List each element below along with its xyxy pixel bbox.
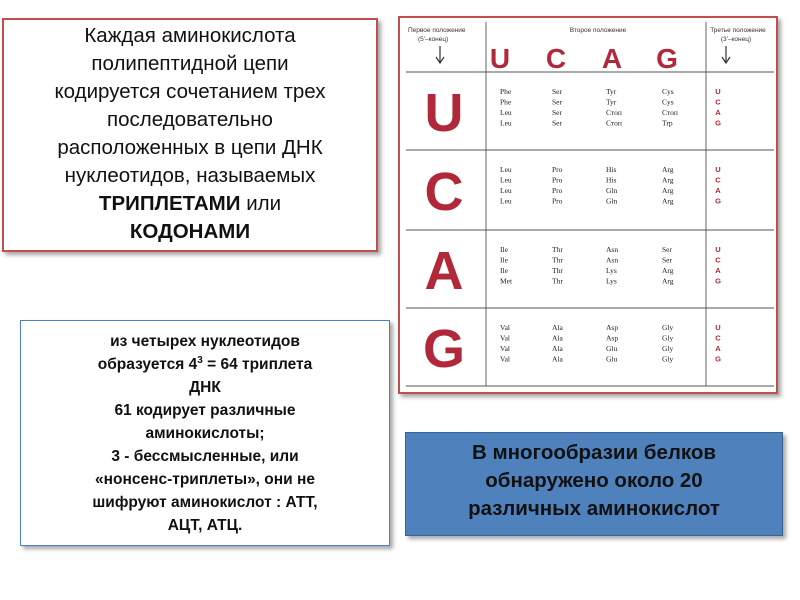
third-position-base: U xyxy=(715,165,721,174)
third-position-base: A xyxy=(715,344,721,353)
third-position-base: U xyxy=(715,323,721,332)
amino-acid-label: Lys xyxy=(606,276,617,286)
amino-acid-label: Ser xyxy=(662,255,672,265)
amino-acid-label: Pro xyxy=(552,165,563,174)
amino-acid-label: Arg xyxy=(662,175,674,185)
amino-acid-label: Стоп xyxy=(662,108,678,117)
amino-acid-label: Ser xyxy=(552,118,562,128)
info-line: 3 - бессмысленные, или xyxy=(111,448,299,465)
definition-line: последовательно xyxy=(107,108,273,131)
third-position-base: G xyxy=(715,118,721,128)
amino-acid-label: Ser xyxy=(552,97,562,107)
amino-acid-label: Glu xyxy=(606,344,618,353)
amino-acid-label: Val xyxy=(500,323,510,332)
down-arrow-icon xyxy=(722,46,730,63)
third-position-base: C xyxy=(715,333,721,343)
amino-acid-label: Leu xyxy=(500,196,512,206)
third-position-base: C xyxy=(715,255,721,265)
definition-line: расположенных в цепи ДНК xyxy=(57,136,323,159)
amino-acid-label: Asp xyxy=(606,333,619,343)
amino-acid-label: Asn xyxy=(606,245,619,254)
first-position-label: Первое положение xyxy=(408,27,466,34)
amino-acid-label: Gln xyxy=(606,186,618,195)
amino-acid-label: Pro xyxy=(552,186,563,195)
amino-acid-label: Arg xyxy=(662,196,674,206)
amino-acid-label: His xyxy=(606,175,617,185)
info-line: АЦТ, АТЦ. xyxy=(167,517,243,534)
third-position-base: G xyxy=(715,354,721,364)
term-triplets: ТРИПЛЕТАМИ xyxy=(98,192,241,215)
first-position-sublabel: (5'–конец) xyxy=(418,36,449,43)
amino-acid-label: Ser xyxy=(662,245,672,254)
second-position-base: U xyxy=(489,43,511,74)
triplet-info-text xyxy=(24,330,386,537)
amino-acid-label: Ile xyxy=(500,245,508,254)
second-position-label: Второе положение xyxy=(569,27,627,34)
amino-acid-label: Ile xyxy=(500,266,508,275)
amino-acid-label: Thr xyxy=(552,276,563,286)
amino-acid-label: Arg xyxy=(662,276,674,286)
term-codons: КОДОНАМИ xyxy=(129,220,251,243)
definition-or: или xyxy=(240,192,282,215)
amino-acid-label: Ser xyxy=(552,87,562,96)
third-position-base: G xyxy=(715,196,721,206)
amino-acid-label: Стоп xyxy=(606,108,622,117)
codon-table xyxy=(400,18,776,392)
amino-acid-label: Val xyxy=(500,344,510,353)
count-line: В многообразии белков xyxy=(471,441,716,464)
amino-acid-count-text xyxy=(405,439,783,523)
amino-acid-label: Thr xyxy=(552,266,563,275)
third-position-label: Третье положение xyxy=(710,27,766,34)
amino-acid-label: Leu xyxy=(500,118,512,128)
amino-acid-label: Arg xyxy=(662,186,674,195)
first-position-base: G xyxy=(422,319,466,379)
first-position-base: C xyxy=(424,162,464,222)
info-line: шифруют аминокислот : АТТ, xyxy=(92,494,318,511)
amino-acid-label: His xyxy=(606,165,617,174)
second-position-base: G xyxy=(656,43,678,74)
amino-acid-label: Val xyxy=(500,333,510,343)
amino-acid-label: Lys xyxy=(606,266,617,275)
second-position-base: A xyxy=(601,43,623,74)
amino-acid-label: Phe xyxy=(500,97,512,107)
amino-acid-label: Arg xyxy=(662,165,674,174)
amino-acid-label: Glu xyxy=(606,354,618,364)
amino-acid-label: Ala xyxy=(552,323,563,332)
definition-line: полипептидной цепи xyxy=(91,52,289,75)
info-formula-post: = 64 триплета xyxy=(202,356,313,373)
amino-acid-label: Ala xyxy=(552,344,563,353)
info-line: 61 кодирует различные xyxy=(114,402,296,419)
definition-text xyxy=(2,22,378,246)
amino-acid-label: Tyr xyxy=(606,87,617,96)
first-position-base: U xyxy=(424,83,464,143)
info-formula-exponent: 3 xyxy=(197,354,203,366)
down-arrow-icon xyxy=(436,46,444,63)
amino-acid-label: Pro xyxy=(552,175,563,185)
amino-acid-label: Val xyxy=(500,354,510,364)
definition-line xyxy=(2,218,378,246)
third-position-base: A xyxy=(715,266,721,275)
amino-acid-label: Leu xyxy=(500,108,512,117)
amino-acid-label: Ser xyxy=(552,108,562,117)
info-line: ДНК xyxy=(189,379,221,396)
third-position-base: A xyxy=(715,108,721,117)
amino-acid-label: Tyr xyxy=(606,97,617,107)
amino-acid-label: Gly xyxy=(662,323,674,332)
count-line: различных аминокислот xyxy=(468,497,720,520)
third-position-base: G xyxy=(715,276,721,286)
info-line: из четырех нуклеотидов xyxy=(110,333,300,350)
amino-acid-label: Met xyxy=(500,276,513,286)
amino-acid-label: Cys xyxy=(662,97,674,107)
third-position-base: U xyxy=(715,87,721,96)
info-formula-pre: образуется 4 xyxy=(97,356,198,373)
info-line xyxy=(24,353,386,376)
definition-line: кодируется сочетанием трех xyxy=(54,80,326,103)
definition-line xyxy=(2,190,378,218)
amino-acid-label: Gly xyxy=(662,333,674,343)
third-position-base: U xyxy=(715,245,721,254)
third-position-base: A xyxy=(715,186,721,195)
amino-acid-label: Thr xyxy=(552,245,563,254)
amino-acid-label: Ala xyxy=(552,354,563,364)
amino-acid-label: Asn xyxy=(606,255,619,265)
amino-acid-label: Pro xyxy=(552,196,563,206)
first-position-base: A xyxy=(424,241,464,301)
info-line: «нонсенс-триплеты», они не xyxy=(95,471,315,488)
third-position-sublabel: (3'–конец) xyxy=(720,36,752,43)
amino-acid-label: Leu xyxy=(500,175,512,185)
info-line: аминокислоты; xyxy=(145,425,265,442)
amino-acid-label: Стоп xyxy=(606,118,622,128)
definition-line: Каждая аминокислота xyxy=(84,24,296,47)
amino-acid-label: Phe xyxy=(500,87,512,96)
third-position-base: C xyxy=(715,97,721,107)
amino-acid-label: Leu xyxy=(500,186,512,195)
amino-acid-label: Ile xyxy=(500,255,508,265)
amino-acid-label: Ala xyxy=(552,333,563,343)
amino-acid-label: Gln xyxy=(606,196,618,206)
amino-acid-label: Cys xyxy=(662,87,674,96)
amino-acid-label: Gly xyxy=(662,354,674,364)
amino-acid-label: Leu xyxy=(500,165,512,174)
third-position-base: C xyxy=(715,175,721,185)
amino-acid-label: Asp xyxy=(606,323,619,332)
amino-acid-label: Trp xyxy=(662,118,673,128)
amino-acid-label: Arg xyxy=(662,266,674,275)
amino-acid-label: Thr xyxy=(552,255,563,265)
amino-acid-label: Gly xyxy=(662,344,674,353)
definition-line: нуклеотидов, называемых xyxy=(64,164,316,187)
second-position-base: C xyxy=(545,43,567,74)
count-line: обнаружено около 20 xyxy=(485,469,703,492)
